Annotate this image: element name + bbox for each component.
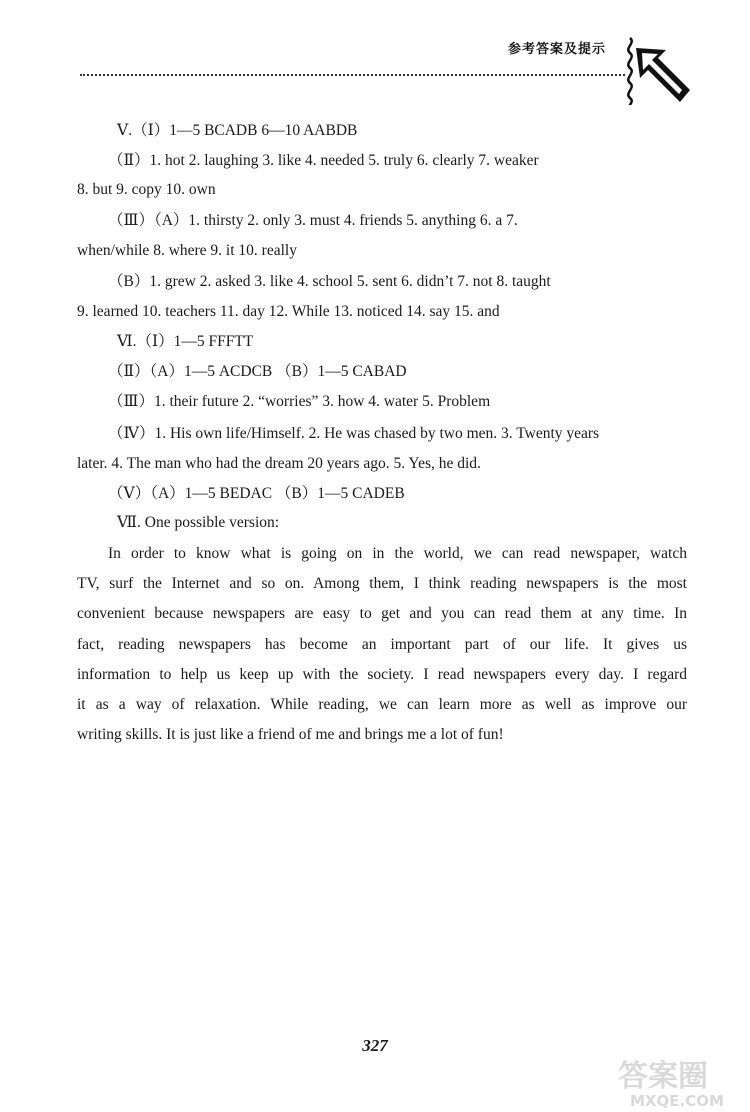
watermark-text: 答案圈 [618,1059,708,1094]
arrow-icon [632,44,692,110]
watermark-logo [614,1052,746,1110]
answer-line: when/while 8. where 9. it 10. really [77,242,297,259]
answer-line: （Ⅱ）1. hot 2. laughing 3. like 4. needed 5. truly 6. clearly 7. weaker [108,152,539,169]
header-title: 参考答案及提示 [508,42,607,57]
page-number: 327 [362,1036,388,1055]
essay-line: it as a way of relaxation. While reading, we can learn more as well as improve our [77,696,687,713]
answer-line: Ⅴ.（Ⅰ）1—5 BCADB 6—10 AABDB [117,122,358,139]
essay-line: TV, surf the Internet and so on. Among them, I think reading newspapers is the most [77,575,687,592]
essay-line: fact, reading newspapers has become an important part of our life. It gives us [77,636,687,653]
answer-line: Ⅵ.（Ⅰ）1—5 FFFTT [117,333,254,350]
answer-line: （Ⅳ）1. His own life/Himself. 2. He was chased by two men. 3. Twenty years [108,425,600,442]
answer-line: Ⅶ. One possible version: [117,514,280,531]
essay-line: In order to know what is going on in the world, we can read newspaper, watch [108,545,687,562]
answer-line: 8. but 9. copy 10. own [77,181,216,198]
answer-line: （Ⅲ）（A）1. thirsty 2. only 3. must 4. friends 5. anything 6. a 7. [108,212,518,229]
answer-line: （Ⅲ）1. their future 2. “worries” 3. how 4. water 5. Problem [108,393,491,410]
header-dotted-rule [80,74,625,76]
watermark-url: MXQE.COM [630,1092,724,1110]
essay-line: convenient because newspapers are easy to get and you can read them at any time. In [77,605,687,622]
answer-line: （Ⅴ）（A）1—5 BEDAC （B）1—5 CADEB [108,485,405,502]
answer-line: later. 4. The man who had the dream 20 years ago. 5. Yes, he did. [77,455,481,472]
essay-line: information to help us keep up with the society. I read newspapers every day. I regard [77,666,687,683]
answer-line: （B）1. grew 2. asked 3. like 4. school 5. sent 6. didn’t 7. not 8. taught [108,273,551,290]
essay-line: writing skills. It is just like a friend of me and brings me a lot of fun! [77,726,504,743]
answer-line: 9. learned 10. teachers 11. day 12. While 13. noticed 14. say 15. and [77,303,500,320]
answer-line: （Ⅱ）（A）1—5 ACDCB （B）1—5 CABAD [108,363,407,380]
